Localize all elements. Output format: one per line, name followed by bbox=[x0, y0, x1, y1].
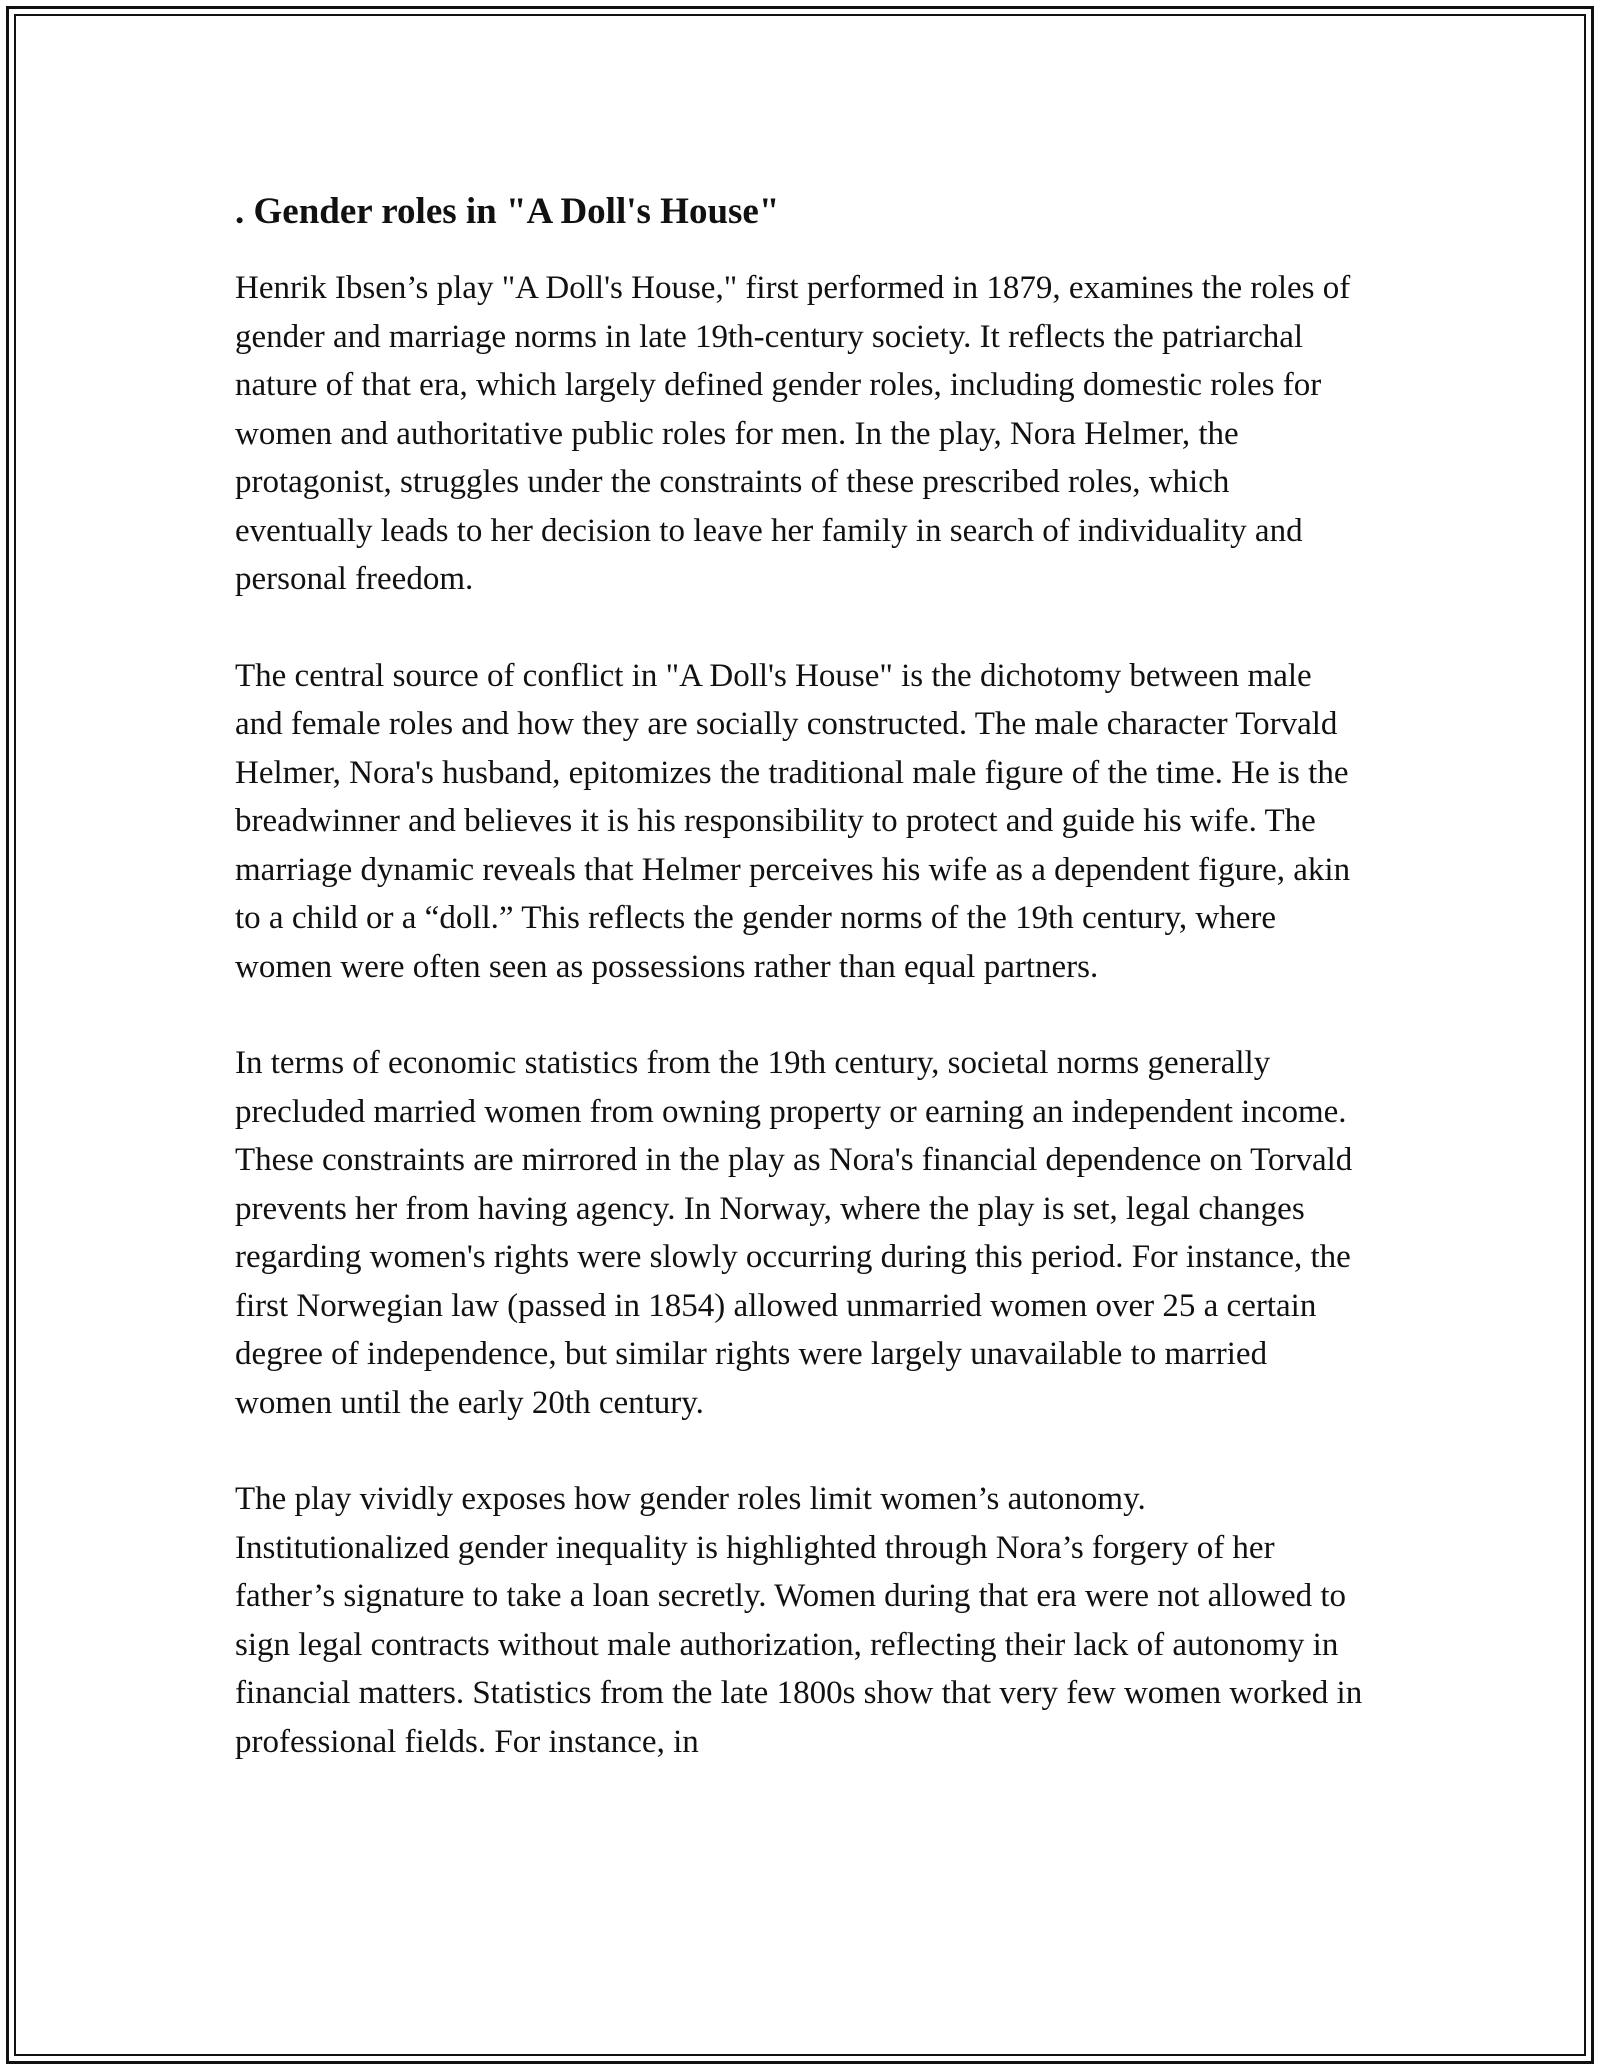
section-heading: . Gender roles in "A Doll's House" bbox=[235, 191, 780, 232]
document-body bbox=[235, 188, 1365, 1814]
paragraph-2: The central source of conflict in "A Doll's House" is the dichotomy between male and female roles and how they are socially constructed. The male character Torvald Helmer, Nora's husband, epitomizes the traditional male figure of the time. He is the breadwinner and believes it is his responsibility to protect and guide his wife. The marriage dynamic reveals that Helmer perceives his wife as a dependent figure, akin to a child or a “doll.” This reflects the gender norms of the 19th century, where women were often seen as possessions rather than equal partners. bbox=[235, 657, 1351, 985]
paragraph-1: Henrik Ibsen’s play "A Doll's House," first performed in 1879, examines the roles of gender and marriage norms in late 19th-century society. It reflects the patriarchal nature of that era, which largely defined gender roles, including domestic roles for women and authoritative public roles for men. In the play, Nora Helmer, the protagonist, struggles under the constraints of these prescribed roles, which eventually leads to her decision to leave her family in search of individuality and personal freedom. bbox=[235, 270, 1351, 597]
paragraph-3: In terms of economic statistics from the 19th century, societal norms generally precluded married women from owning property or earning an independent income. These constraints are mirrored in the play as Nora's financial dependence on Torvald prevents her from having agency. In Norway, where the play is set, legal changes regarding women's rights were slowly occurring during this period. For instance, the first Norwegian law (passed in 1854) allowed unmarried women over 25 a certain degree of independence, but similar rights were largely unavailable to married women until the early 20th century. bbox=[235, 1045, 1353, 1421]
paragraph-4: The play vividly exposes how gender roles limit women’s autonomy. Institutionalized gender inequality is highlighted through Nora’s forgery of her father’s signature to take a loan secretly. Women during that era were not allowed to sign legal contracts without male authorization, reflecting their lack of autonomy in financial matters. Statistics from the late 1800s show that very few women worked in professional fields. For instance, in bbox=[235, 1481, 1363, 1760]
